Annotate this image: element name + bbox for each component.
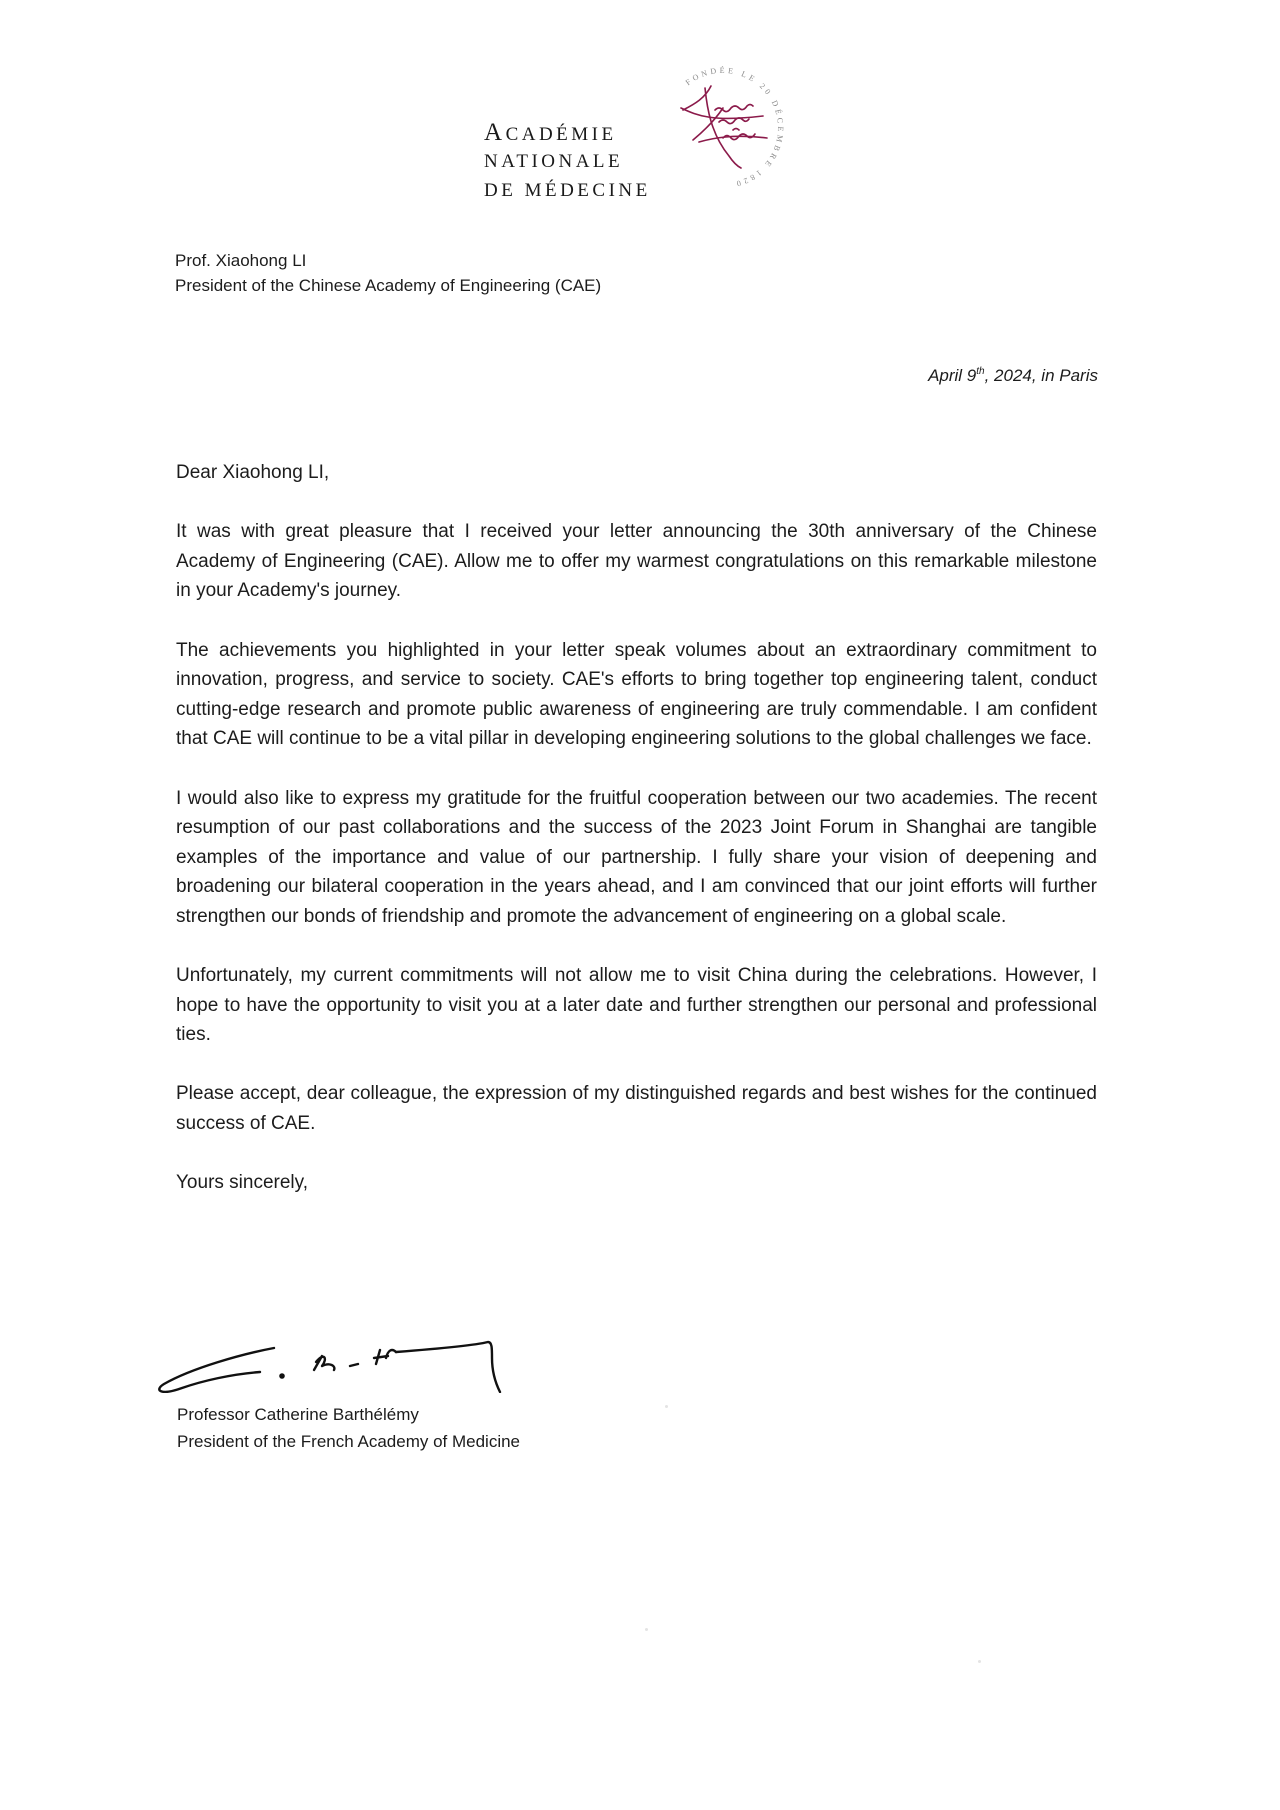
wordmark-initial: A xyxy=(484,119,506,146)
wordmark-text: DE MÉDECINE xyxy=(484,180,651,201)
recipient-block xyxy=(175,248,601,298)
signatory-name: Professor Catherine Barthélémy xyxy=(177,1405,419,1424)
seal-ring-text: FONDÉE LE 20 DÉCEMBRE 1820 xyxy=(683,65,786,189)
handwritten-signature-icon xyxy=(152,1318,522,1393)
wordmark-text: NATIONALE xyxy=(484,151,624,172)
letter-date xyxy=(928,366,1098,386)
salutation: Dear Xiaohong LI, xyxy=(176,462,330,483)
scan-speck xyxy=(978,1660,981,1663)
closing: Yours sincerely, xyxy=(176,1172,309,1194)
signatory-title: President of the French Academy of Medicine xyxy=(177,1432,521,1451)
date-place: , 2024, in Paris xyxy=(984,366,1098,385)
paragraph-visit: Unfortunately, my current commitments will not allow me to visit China during the celebrations. However, I hope to have the opportunity to visit you at a later date and further strengthen our personal and professional ties. xyxy=(176,965,1097,1046)
recipient-name: Prof. Xiaohong LI xyxy=(175,251,307,270)
paragraph-achievements: The achievements you highlighted in your letter speak volumes about an extraordinary commitment to innovation, progress, and service to society. CAE's efforts to bring together top engineering talent, conduct cutting-edge research and promote public awareness of engineering are truly commendable. I am confident that CAE will continue to be a vital pillar in developing engineering solutions to the global challenges we face. xyxy=(176,639,1097,750)
svg-text:FONDÉE LE 20 DÉCEMBRE 1820 xyxy=(684,65,785,189)
wordmark-text: CADÉMIE xyxy=(505,124,617,145)
paragraph-cooperation: I would also like to express my gratitude for the fruitful cooperation between our two academies. The recent resumption of our past collaborations and the success of the 2023 Joint Forum in Shanghai are tangible examples of the importance and value of our partnership. I fully share your vision of deepening and broadening our bilateral cooperation in the years ahead, and I am convinced that our joint efforts will further strengthen our bonds of friendship and promote the advancement of engineering on a global scale. xyxy=(176,787,1097,927)
recipient-title: President of the Chinese Academy of Engineering (CAE) xyxy=(175,276,602,295)
scan-speck xyxy=(645,1628,648,1631)
paragraph-congratulations: It was with great pleasure that I received your letter announcing the 30th anniversary of the Chinese Academy of Engineering (CAE). Allow me to offer my warmest congratulations on this remarkable milestone in your Academy's journey. xyxy=(176,521,1097,602)
academy-seal-icon xyxy=(653,58,793,198)
scan-speck xyxy=(665,1405,668,1408)
signatory-block xyxy=(177,1401,520,1455)
date-ordinal: th xyxy=(976,366,985,377)
date-text: April 9 xyxy=(928,366,977,385)
paragraph-regards: Please accept, dear colleague, the expression of my distinguished regards and best wishes for the continued success of CAE. xyxy=(176,1083,1097,1135)
letter-body xyxy=(176,458,1097,1198)
